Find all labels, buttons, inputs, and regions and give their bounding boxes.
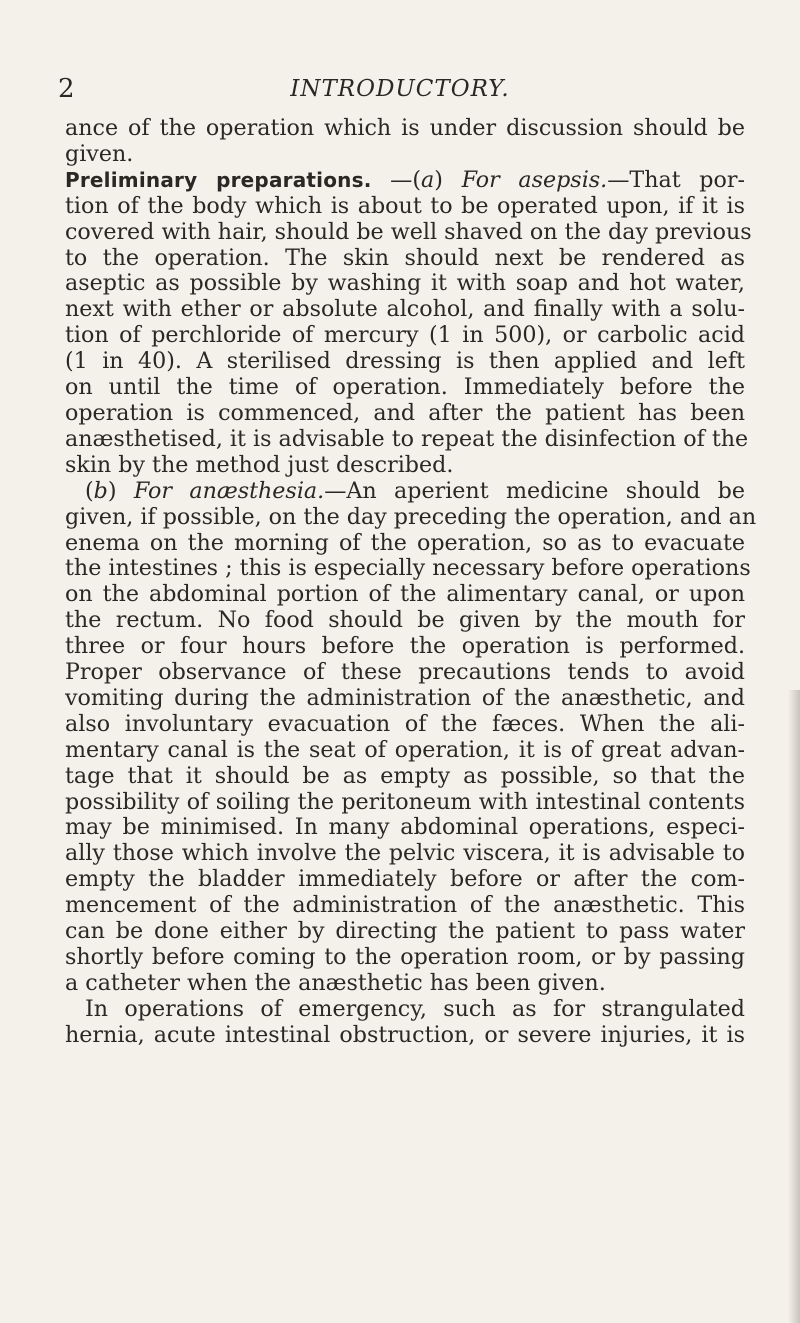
text-line: skin by the method just described. xyxy=(65,451,454,478)
text-line: on until the time of operation. Immediately before the xyxy=(65,374,745,401)
subheading: For asepsis. xyxy=(461,166,608,193)
paren: ) xyxy=(107,477,134,504)
text-line: mentary canal is the seat of operation, it is of great advan- xyxy=(65,736,745,763)
text-line: tion of perchloride of mercury (1 in 500), or carbolic acid xyxy=(65,322,745,349)
paren: ( xyxy=(85,477,94,504)
text-line: given, if possible, on the day preceding the operation, and an xyxy=(65,503,757,530)
subheading: For anæsthesia. xyxy=(133,477,325,504)
page-edge-shadow xyxy=(788,690,800,1323)
text-line: a catheter when the anæsthetic has been given. xyxy=(65,969,606,996)
running-head: INTRODUCTORY. xyxy=(290,76,510,102)
text-line: covered with hair, should be well shaved on the day previous xyxy=(65,218,752,245)
dash: —( xyxy=(371,166,422,193)
text-line: to the operation. The skin should next be rendered as xyxy=(65,244,745,271)
text-line: aseptic as possible by washing it with soap and hot water, xyxy=(65,270,745,297)
text-line: ally those which involve the pelvic viscera, it is advisable to xyxy=(65,840,745,867)
text-line: the rectum. No food should be given by the mouth for xyxy=(65,607,745,634)
text-line: may be minimised. In many abdominal operations, especi- xyxy=(65,814,745,841)
text-line: anæsthetised, it is advisable to repeat the disinfection of the xyxy=(65,425,749,452)
text-line: mencement of the administration of the anæsthetic. This xyxy=(65,892,745,919)
text-line: Proper observance of these precautions tends to avoid xyxy=(65,659,745,686)
text-line: In operations of emergency, such as for strangulated xyxy=(85,995,745,1022)
paren: ) xyxy=(434,166,462,193)
text-line: next with ether or absolute alcohol, and finally with a solu- xyxy=(65,296,745,323)
text-line: also involuntary evacuation of the fæces. When the ali- xyxy=(65,710,745,737)
text-line: the intestines ; this is especially necessary before operations xyxy=(65,555,751,582)
page-number: 2 xyxy=(58,74,75,104)
text-line: three or four hours before the operation is performed. xyxy=(65,633,745,660)
text-line: hernia, acute intestinal obstruction, or severe injuries, it is xyxy=(65,1021,745,1048)
section-heading: Preliminary preparations. xyxy=(65,167,372,192)
text-line: possibility of soiling the peritoneum with intestinal contents xyxy=(65,788,745,815)
text-line: vomiting during the administration of the anæsthetic, and xyxy=(65,684,745,711)
text-line: shortly before coming to the operation room, or by passing xyxy=(65,944,745,970)
section-heading-line xyxy=(65,168,745,194)
text-line: empty the bladder immediately before or after the com- xyxy=(65,866,745,893)
body-text xyxy=(65,115,757,1049)
text-run: —That por- xyxy=(607,166,745,193)
text-line: tion of the body which is about to be operated upon, if it is xyxy=(65,192,745,219)
text-line: can be done either by directing the patient to pass water xyxy=(65,918,745,945)
text-line: given. xyxy=(65,140,134,167)
text-line: ance of the operation which is under discussion should be xyxy=(65,115,745,141)
text-run: —An aperient medicine should be xyxy=(324,477,745,504)
item-label: a xyxy=(421,166,435,193)
text-line: operation is commenced, and after the patient has been xyxy=(65,399,745,426)
text-line: on the abdominal portion of the alimentary canal, or upon xyxy=(65,581,745,608)
text-line: tage that it should be as empty as possible, so that the xyxy=(65,762,745,789)
item-label: b xyxy=(93,477,108,504)
text-line: (1 in 40). A sterilised dressing is then applied and left xyxy=(65,348,745,375)
text-line: enema on the morning of the operation, so as to evacuate xyxy=(65,529,745,556)
subsection-line xyxy=(65,479,745,505)
